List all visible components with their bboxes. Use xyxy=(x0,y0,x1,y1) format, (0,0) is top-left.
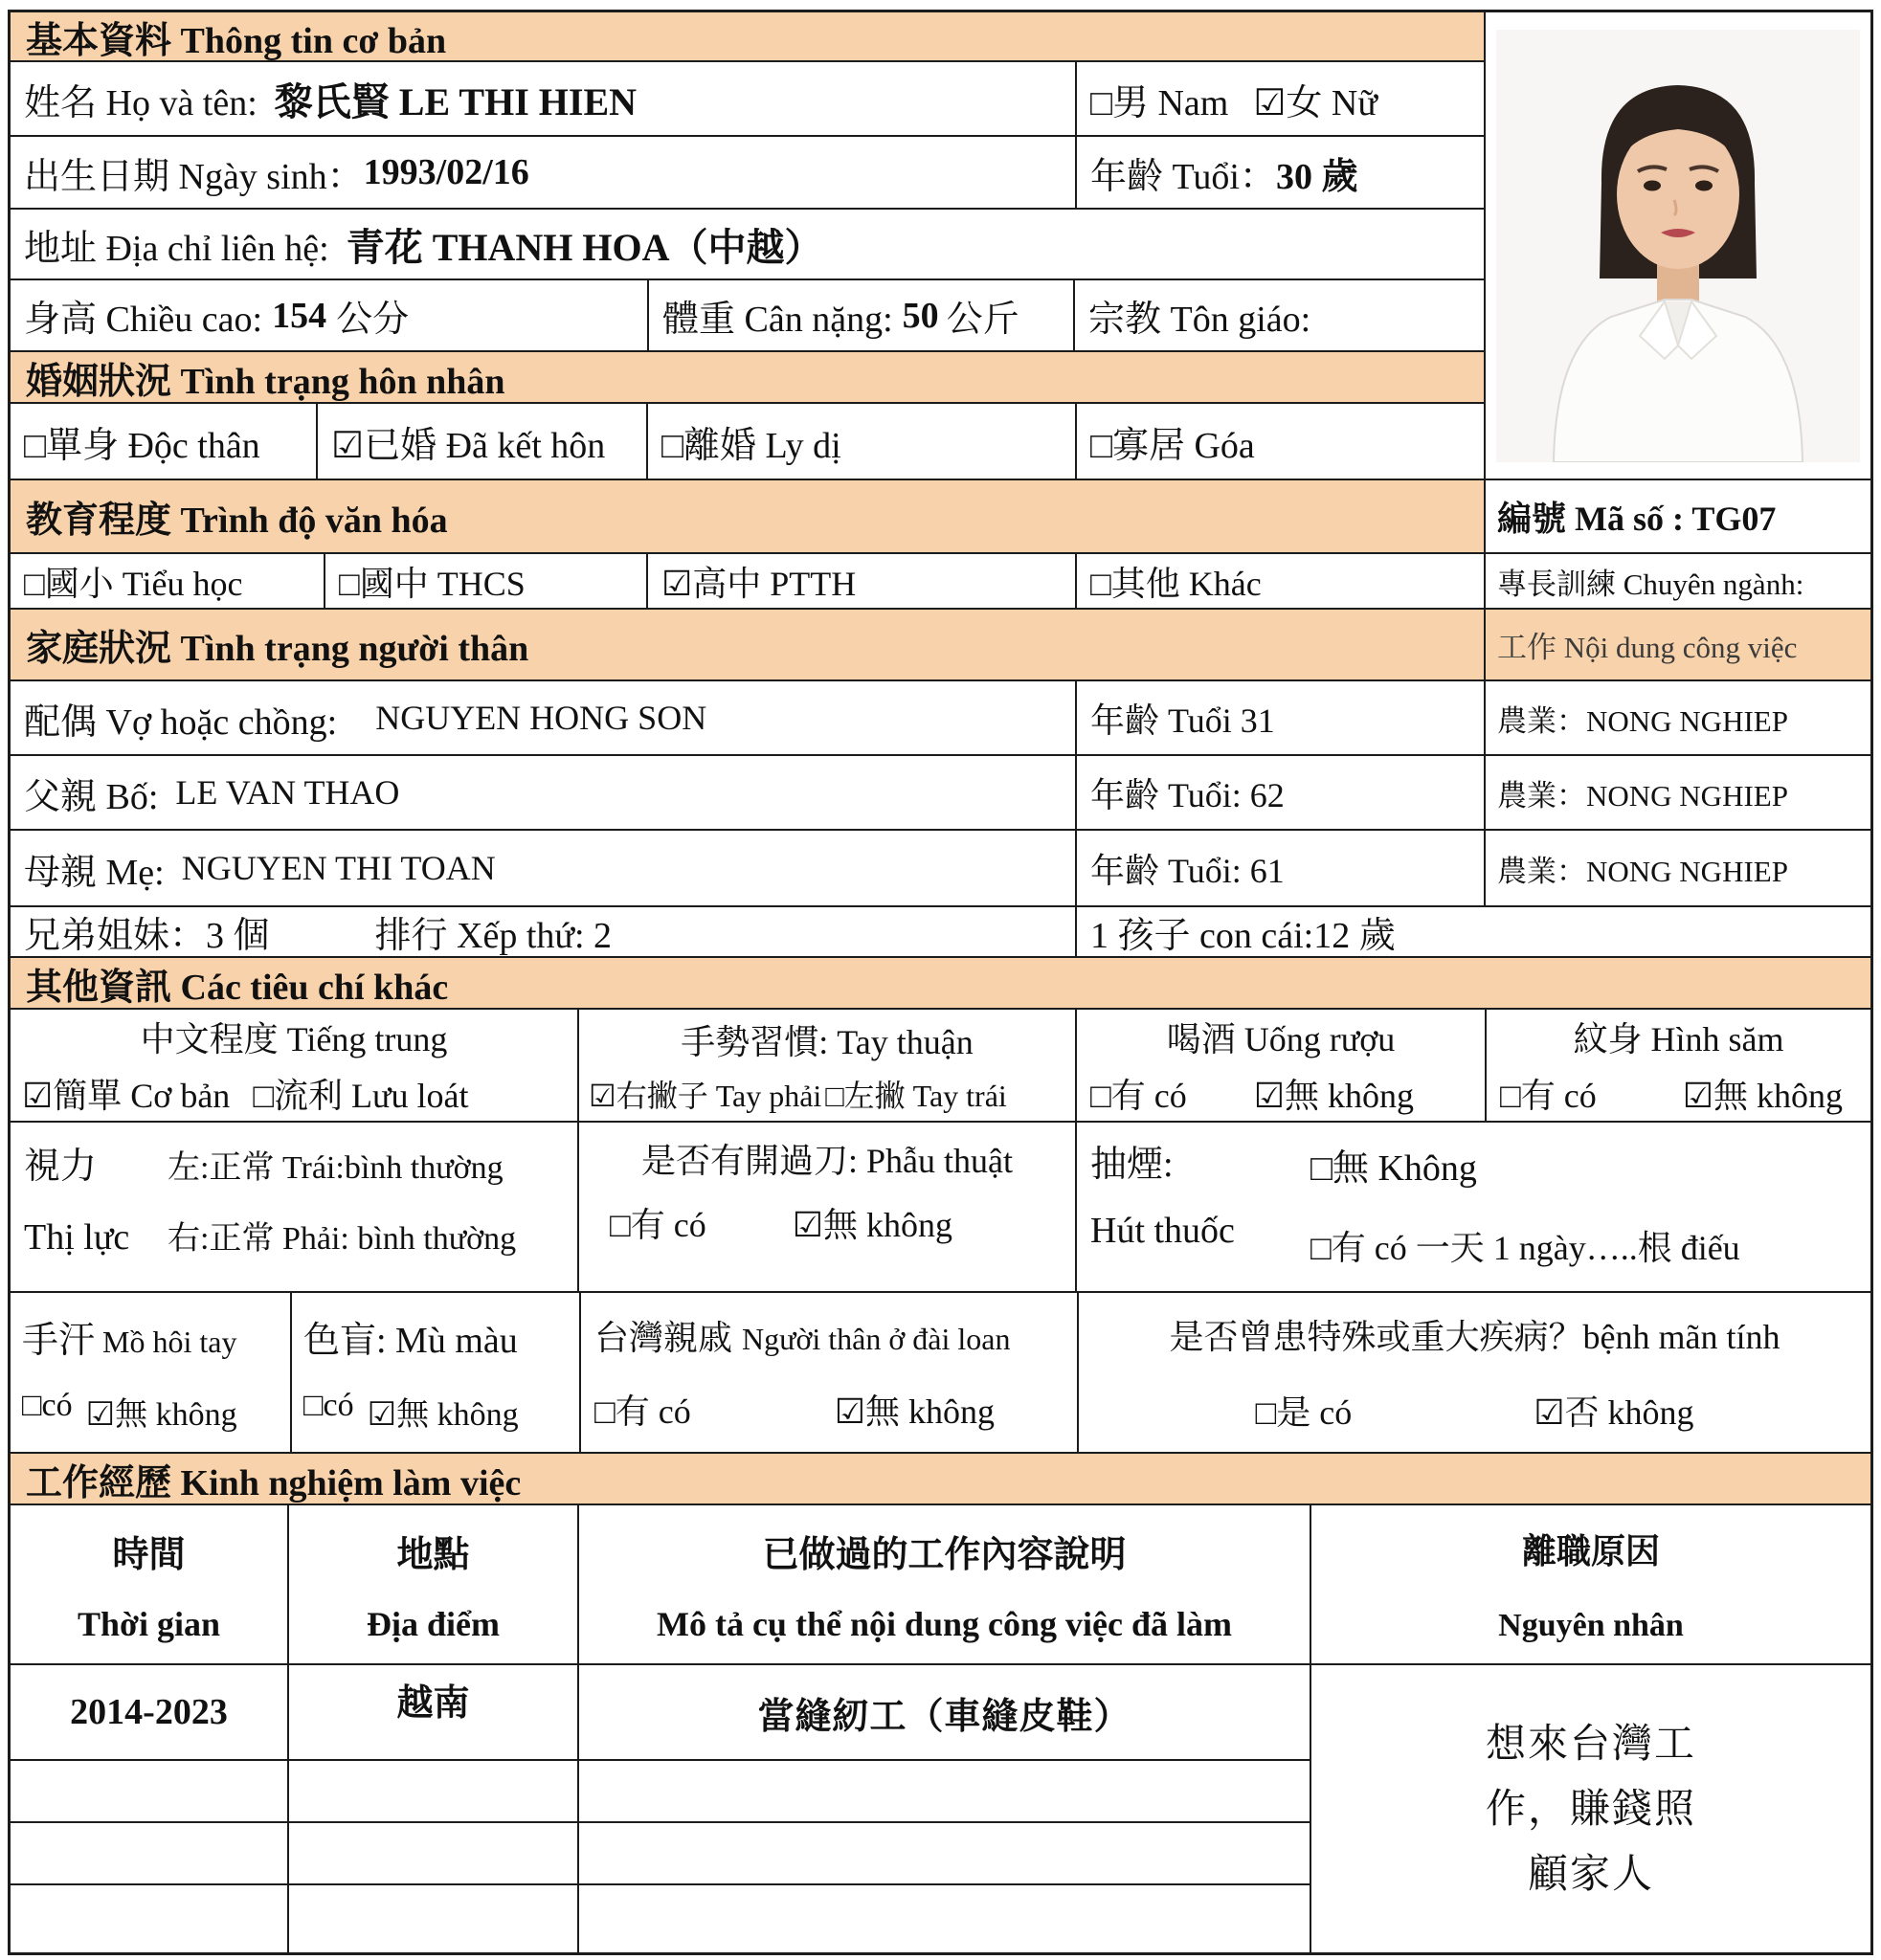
checkbox-gender-male[interactable]: □男 Nam xyxy=(1090,82,1229,123)
code-cell xyxy=(1486,480,1870,554)
colorblind-title: 色盲: Mù màu xyxy=(303,1321,518,1361)
vision-label-zh: 視力 xyxy=(24,1147,98,1187)
checkbox-sweat-yes[interactable]: □có xyxy=(22,1388,73,1423)
applicant-photo xyxy=(1496,30,1860,462)
name-cell xyxy=(11,62,1077,135)
weight-unit: 公斤 xyxy=(946,300,1019,340)
gender-cell xyxy=(1077,62,1484,135)
mother-name: NGUYEN THI TOAN xyxy=(181,849,496,887)
dob-label: 出生日期 Ngày sinh： xyxy=(24,156,364,197)
taiwan-relatives-title-vi: Người thân ở đài loan xyxy=(742,1322,1011,1356)
row-spouse xyxy=(11,681,1484,756)
work-header-description-vi: Mô tả cụ thể nội dung công việc đã làm xyxy=(656,1605,1232,1643)
spouse-name: NGUYEN HONG SON xyxy=(375,699,707,737)
work-header-time-zh: 時間 xyxy=(112,1535,186,1575)
checkbox-taiwan-no[interactable]: ☑無 không xyxy=(834,1392,996,1431)
section-marital-title: 婚姻狀況 Tình trạng hôn nhân xyxy=(26,361,505,402)
work-header-place-zh: 地點 xyxy=(396,1535,470,1575)
section-basic-info xyxy=(11,12,1484,62)
spouse-cell xyxy=(11,681,1077,754)
row-father xyxy=(11,756,1484,831)
work-header-place-vi: Địa điểm xyxy=(367,1605,500,1643)
spouse-age-cell xyxy=(1077,681,1484,754)
edu-primary-cell xyxy=(11,554,325,608)
work-row-3-time-cell xyxy=(11,1823,289,1883)
father-age: 年齡 Tuổi: 62 xyxy=(1090,775,1285,814)
section-education xyxy=(11,480,1484,554)
checkbox-hand-left[interactable]: □左撇 Tay trái xyxy=(825,1078,1007,1113)
checkbox-alcohol-no[interactable]: ☑無 không xyxy=(1253,1077,1415,1115)
section-marital xyxy=(11,352,1484,404)
section-education-title: 教育程度 Trình độ văn hóa xyxy=(26,501,448,541)
checkbox-widowed[interactable]: □寡居 Góa xyxy=(1090,425,1255,466)
section-basic-info-title: 基本資料 Thông tin cơ bản xyxy=(26,20,447,61)
taiwan-relatives-title-zh: 台灣親戚 xyxy=(594,1319,733,1357)
children-value: 1 孩子 con cái:12 歲 xyxy=(1090,916,1396,956)
chinese-level-title: 中文程度 Tiếng trung xyxy=(140,1020,448,1058)
checkbox-divorced[interactable]: □離婚 Ly dị xyxy=(661,425,841,466)
spouse-age: 年齡 Tuổi 31 xyxy=(1090,701,1275,740)
colorblind-cell xyxy=(292,1293,581,1452)
mother-age-cell xyxy=(1077,831,1484,905)
alcohol-title: 喝酒 Uống rượu xyxy=(1166,1020,1396,1058)
hand-sweat-cell xyxy=(11,1293,292,1452)
handedness-cell xyxy=(579,1010,1077,1121)
section-other-info xyxy=(11,958,1870,1010)
work-row-3 xyxy=(11,1823,1310,1885)
father-cell xyxy=(11,756,1077,829)
row-body-metrics xyxy=(11,280,1484,352)
surgery-cell xyxy=(579,1123,1077,1291)
checkbox-colorblind-no[interactable]: ☑無 không xyxy=(367,1397,519,1433)
row-other-1 xyxy=(11,1010,1870,1123)
section-family-title: 家庭狀況 Tình trạng người thân xyxy=(26,629,529,669)
photo-cell xyxy=(1486,12,1870,480)
row-siblings xyxy=(11,907,1870,958)
mother-age: 年齡 Tuổi: 61 xyxy=(1090,851,1285,890)
work-row-4 xyxy=(11,1885,1310,1954)
work-row-2 xyxy=(11,1761,1310,1823)
handedness-title: 手勢習慣: Tay thuận xyxy=(681,1022,974,1061)
smoking-cell xyxy=(1077,1123,1870,1291)
height-label: 身高 Chiều cao: xyxy=(24,300,263,340)
mother-job-cell xyxy=(1486,831,1870,905)
checkbox-sweat-no[interactable]: ☑無 không xyxy=(85,1397,237,1433)
edu-highschool-cell xyxy=(648,554,1077,608)
father-job-cell xyxy=(1486,756,1870,831)
checkbox-surgery-no[interactable]: ☑無 không xyxy=(792,1206,953,1244)
vision-cell xyxy=(11,1123,579,1291)
checkbox-alcohol-yes[interactable]: □有 có xyxy=(1090,1077,1187,1115)
lower-rows xyxy=(11,905,1870,1954)
work-row-1-time-cell xyxy=(11,1665,289,1759)
checkbox-disease-yes[interactable]: □是 có xyxy=(1255,1393,1353,1432)
chinese-level-cell xyxy=(11,1010,579,1121)
work-row-2-time-cell xyxy=(11,1761,289,1821)
work-header-reason-zh: 離職原因 xyxy=(1521,1532,1660,1570)
alcohol-cell xyxy=(1077,1010,1487,1121)
checkbox-edu-highschool[interactable]: ☑高中 PTTH xyxy=(661,564,857,603)
dob-value: 1993/02/16 xyxy=(363,152,529,192)
marital-single-cell xyxy=(11,404,318,479)
siblings-cell xyxy=(11,907,1077,956)
work-row-1 xyxy=(11,1665,1310,1761)
work-row-1-place-cell xyxy=(289,1665,579,1759)
work-row-2-place-cell xyxy=(289,1761,579,1821)
work-table-body xyxy=(11,1665,1870,1954)
section-family xyxy=(11,610,1484,681)
weight-label: 體重 Cân nặng: xyxy=(662,300,893,340)
height-unit: 公分 xyxy=(336,300,410,340)
work-header-description xyxy=(579,1505,1311,1663)
religion-label: 宗教 Tôn giáo: xyxy=(1088,300,1311,340)
checkbox-smoking-yes[interactable]: □有 có 一天 1 ngày…..根 điếu xyxy=(1310,1229,1740,1267)
specialty-label: 專長訓練 Chuyên ngành: xyxy=(1497,567,1804,601)
weight-value: 50 xyxy=(902,295,939,336)
section-work-experience-title: 工作經歷 Kinh nghiệm làm việc xyxy=(26,1462,522,1503)
row-marital-options xyxy=(11,404,1484,480)
dob-cell xyxy=(11,137,1077,208)
mother-label: 母親 Mẹ: xyxy=(24,852,165,893)
children-cell xyxy=(1077,907,1870,956)
marital-divorced-cell xyxy=(648,404,1077,479)
vision-label-vi: Thị lực xyxy=(24,1217,130,1258)
work-table-left xyxy=(11,1665,1311,1954)
age-value: 30 歲 xyxy=(1275,156,1358,197)
father-name: LE VAN THAO xyxy=(175,773,400,812)
work-row-4-time-cell xyxy=(11,1885,289,1954)
taiwan-relatives-cell xyxy=(581,1293,1079,1452)
father-label: 父親 Bố: xyxy=(24,776,159,817)
checkbox-colorblind-yes[interactable]: □có xyxy=(303,1388,354,1423)
work-table-header xyxy=(11,1505,1870,1665)
work-header-reason xyxy=(1311,1505,1870,1663)
name-value: 黎氏賢 LE THI HIEN xyxy=(274,79,638,123)
siblings-rank: 排行 Xếp thứ: 2 xyxy=(374,916,613,956)
checkbox-tattoo-no[interactable]: ☑無 không xyxy=(1682,1077,1844,1115)
disease-title: 是否曾患特殊或重大疾病？bệnh mãn tính xyxy=(1169,1318,1780,1356)
work-header-description-zh: 已做過的工作內容說明 xyxy=(762,1535,1127,1575)
work-row-4-desc-cell xyxy=(579,1885,1310,1954)
work-header-reason-vi: Nguyên nhân xyxy=(1498,1608,1684,1643)
edu-secondary-cell xyxy=(325,554,648,608)
work-row-1-place: 越南 xyxy=(396,1683,470,1724)
work-header-place xyxy=(289,1505,579,1663)
checkbox-tattoo-yes[interactable]: □有 có xyxy=(1500,1077,1597,1115)
age-label: 年齡 Tuổi： xyxy=(1090,156,1276,197)
mother-job: 農業：NONG NGHIEP xyxy=(1497,854,1788,888)
work-row-1-desc: 當縫紉工（車縫皮鞋） xyxy=(757,1696,1131,1737)
hand-sweat-title-zh: 手汗 xyxy=(22,1321,96,1361)
checkbox-chinese-basic[interactable]: ☑簡單 Cơ bản xyxy=(22,1077,231,1115)
father-job: 農業：NONG NGHIEP xyxy=(1497,778,1788,813)
weight-cell xyxy=(649,280,1075,350)
checkbox-edu-primary[interactable]: □國小 Tiểu học xyxy=(24,564,243,603)
work-header-time-vi: Thời gian xyxy=(78,1605,220,1643)
address-cell xyxy=(11,210,1484,278)
mother-cell xyxy=(11,831,1077,905)
left-column xyxy=(11,12,1486,905)
spouse-job: 農業：NONG NGHIEP xyxy=(1497,703,1788,738)
code-value: 編號 Mã số : TG07 xyxy=(1497,500,1777,538)
checkbox-edu-other[interactable]: □其他 Khác xyxy=(1090,564,1262,603)
work-row-3-desc-cell xyxy=(579,1823,1310,1883)
row-address xyxy=(11,210,1484,280)
checkbox-edu-secondary[interactable]: □國中 THCS xyxy=(339,564,526,603)
disease-cell xyxy=(1079,1293,1870,1452)
checkbox-hand-right[interactable]: ☑右撇子 Tay phải xyxy=(589,1078,822,1113)
work-row-3-place-cell xyxy=(289,1823,579,1883)
edu-other-cell xyxy=(1077,554,1484,608)
checkbox-taiwan-yes[interactable]: □有 có xyxy=(594,1392,691,1431)
work-row-1-time: 2014-2023 xyxy=(70,1692,228,1732)
work-reason-text: 想來台灣工作，賺錢照顧家人 xyxy=(1485,1722,1696,1898)
siblings-count: 兄弟姐妹：3 個 xyxy=(24,916,270,956)
right-column xyxy=(1486,12,1870,905)
row-dob xyxy=(11,137,1484,210)
spouse-label: 配偶 Vợ hoặc chồng: xyxy=(24,702,338,743)
smoking-label-zh: 抽煙: xyxy=(1090,1145,1174,1185)
age-cell xyxy=(1077,137,1484,208)
work-row-4-place-cell xyxy=(289,1885,579,1954)
work-reason-cell xyxy=(1311,1665,1870,1954)
height-cell xyxy=(11,280,649,350)
section-work-experience xyxy=(11,1454,1870,1505)
father-age-cell xyxy=(1077,756,1484,829)
smoking-label-vi: Hút thuốc xyxy=(1090,1211,1235,1251)
checkbox-married[interactable]: ☑已婚 Đã kết hôn xyxy=(331,425,606,466)
height-value: 154 xyxy=(272,295,327,336)
row-mother xyxy=(11,831,1484,905)
tattoo-title: 紋身 Hình săm xyxy=(1573,1020,1784,1058)
row-other-3 xyxy=(11,1293,1870,1454)
row-name xyxy=(11,62,1484,137)
checkbox-smoking-no[interactable]: □無 Không xyxy=(1310,1148,1477,1189)
section-other-info-title: 其他資訊 Các tiêu chí khác xyxy=(26,967,449,1008)
checkbox-gender-female[interactable]: ☑女 Nữ xyxy=(1253,82,1377,123)
spouse-job-cell xyxy=(1486,681,1870,756)
job-header-cell xyxy=(1486,610,1870,681)
checkbox-surgery-yes[interactable]: □有 có xyxy=(610,1206,706,1244)
form-sheet xyxy=(8,10,1873,1955)
work-row-2-desc-cell xyxy=(579,1761,1310,1821)
name-label: 姓名 Họ và tên: xyxy=(24,82,258,123)
checkbox-disease-no[interactable]: ☑否 không xyxy=(1534,1393,1694,1432)
job-header-label: 工作 Nội dung công việc xyxy=(1497,631,1798,664)
marital-married-cell xyxy=(318,404,648,479)
marital-widowed-cell xyxy=(1077,404,1484,479)
specialty-cell xyxy=(1486,554,1870,610)
row-education-options xyxy=(11,554,1484,610)
work-header-time xyxy=(11,1505,289,1663)
work-row-1-desc-cell xyxy=(579,1665,1310,1759)
hand-sweat-title-vi: Mồ hôi tay xyxy=(102,1325,237,1359)
address-value: 青花 THANH HOA（中越） xyxy=(346,225,823,269)
religion-cell xyxy=(1075,280,1484,350)
checkbox-single[interactable]: □單身 Độc thân xyxy=(24,425,260,466)
tattoo-cell xyxy=(1487,1010,1870,1121)
vision-right: 右:正常 Phải: bình thường xyxy=(168,1221,517,1257)
address-label: 地址 Địa chỉ liên hệ: xyxy=(24,228,329,269)
surgery-title: 是否有開過刀: Phẫu thuật xyxy=(641,1142,1013,1180)
vision-left: 左:正常 Trái:bình thường xyxy=(168,1150,504,1186)
checkbox-chinese-fluent[interactable]: □流利 Lưu loát xyxy=(253,1077,469,1115)
row-other-2 xyxy=(11,1123,1870,1293)
